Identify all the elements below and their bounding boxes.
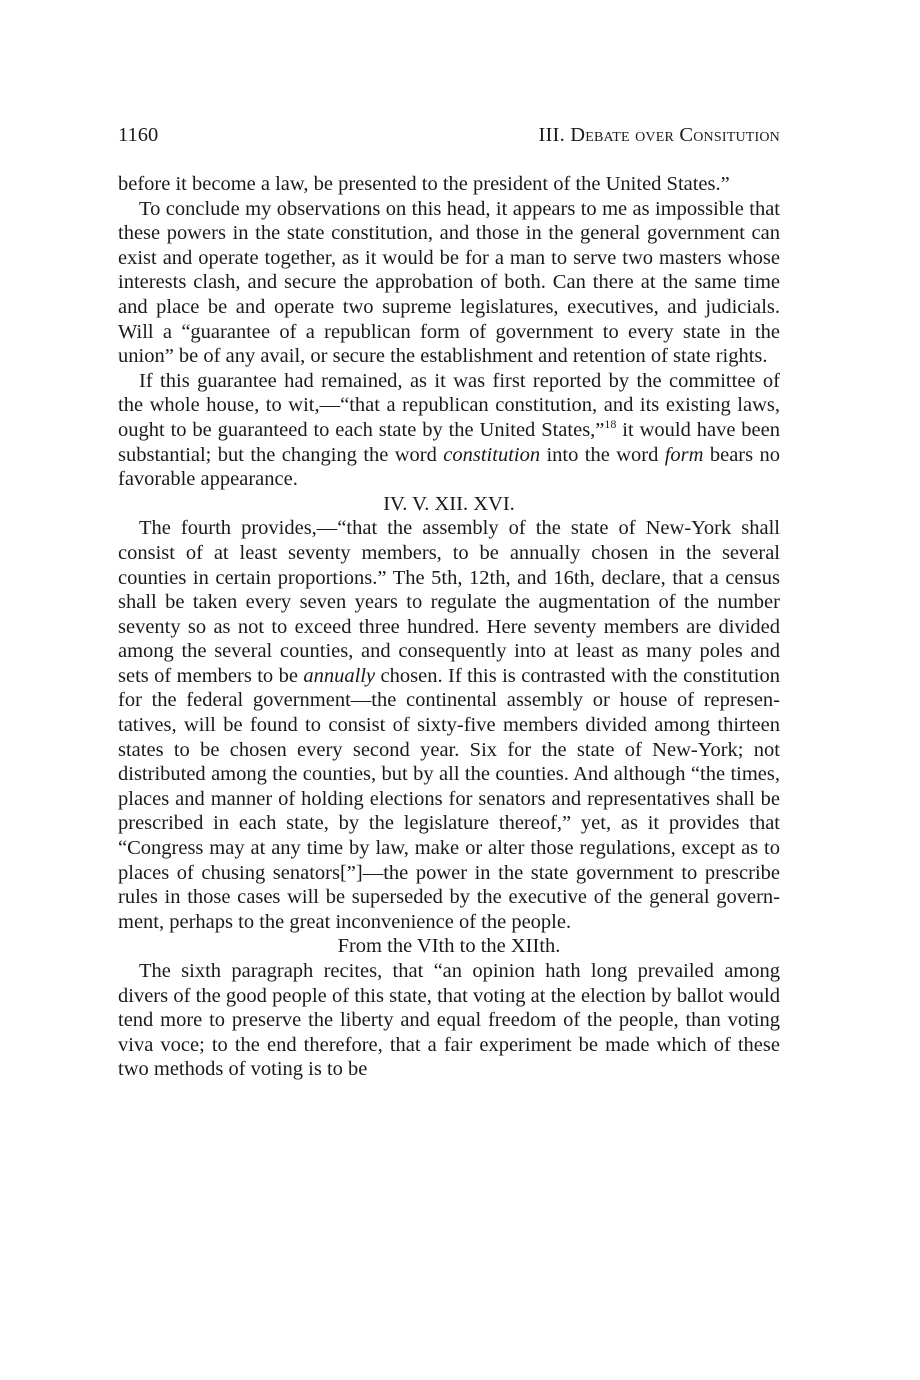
emphasis-annually: annually [303,664,376,687]
paragraph-sixth: The sixth paragraph recites, that “an opinion hath long prevailed among divers of the good people of this state, that voting at the election by ballot would tend more to preserve the liberty and equal freedom of the people, than voting viva voce; to the end therefore, that a fair experiment be made which of these two methods of voting is to be [118,960,780,1081]
paragraph-conclusion: To conclude my observations on this head, it appears to me as impossible that these powers in the state constitution, and those in the general government can exist and operate together, as it would be for a man to serve two masters whose interests clash, and secure the approbation of both. Can there at the same time and place be and operate two supreme legislatures, executives, and judicials. Will a “guarantee of a republican form of government to every state in the union” be of any avail, or secure the establishment and retention of state rights. [118,197,780,368]
paragraph-guarantee [118,369,780,492]
text-run: bears no favorable appearance. [118,443,780,491]
paragraph-continued: before it become a law, be presented to the president of the United States.” [118,173,730,195]
section-heading-vi-xii: From the VIth to the XIIth. [337,935,561,958]
body-text [118,172,780,1082]
text-run: If this guarantee had remained, as it was first reported by the committee of the whole house, to wit,—“that a republican constitution, and its existing laws, ought to be guaranteed to each state by the United States,” [118,369,780,441]
text-run: into the word [540,443,665,466]
page-number: 1160 [118,124,159,146]
section-title: III. Debate over Consitution [538,124,780,146]
paragraph-fourth [118,516,780,934]
emphasis-constitution: constitution [443,443,541,466]
document-page [118,120,780,1082]
text-run: chosen. If this is contrasted with the constitution for the federal government—the continental assembly or house of representatives, will be found to consist of sixty-five members divided among thirteen states to be chosen every second year. Six for the state of New-York; not distributed among the counties, but by all the counties. And although “the times, places and manner of holding elections for senators and representatives shall be prescribed in each state, by the legislature thereof,” yet, as it provides that “Congress may at any time by law, make or alter those regulations, except as to places of chusing senators[”]—the power in the state government to prescribe rules in those cases will be superseded by the executive of the general government, perhaps to the great inconvenience of the people. [118,664,780,933]
footnote-marker: 18 [604,417,617,432]
running-head [118,120,780,150]
text-run: The fourth provides,—“that the assembly of the state of New-York shall consist of at least seventy members, to be annually chosen in the several counties in certain proportions.” The 5th, 12th, and 16th, declare, that a census shall be taken every seven years to regulate the augmentation of the number seventy so as not to exceed three hundred. Here seventy members are divided among the several counties, and consequently into at least as many poles and sets of members to be [118,517,780,687]
emphasis-form: form [664,443,704,466]
section-heading-iv-v-xii-xvi: IV. V. XII. XVI. [383,492,515,515]
text-run: it would have been substantial; but the changing the word [118,418,781,466]
